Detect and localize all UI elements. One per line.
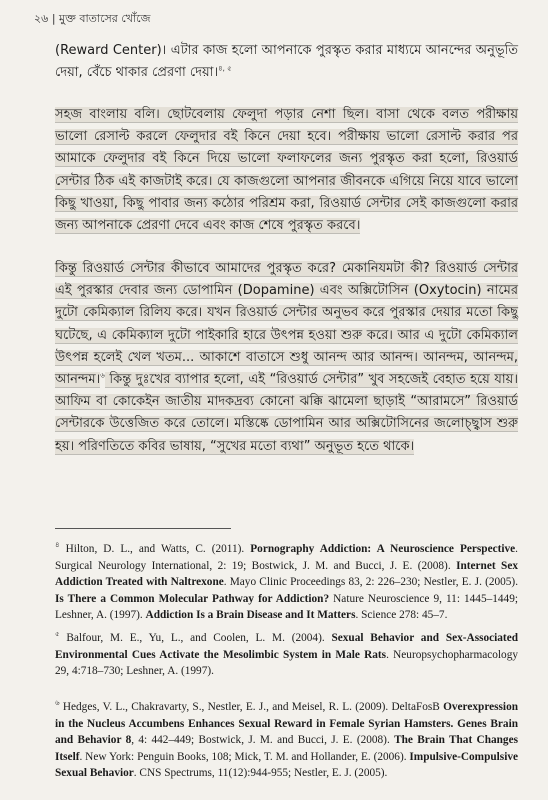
footnote-1-part: Is There a Common Molecular Pathway for Addiction? <box>55 592 330 605</box>
footnote-3-part: , 4: 442–449; Bostwick, J. M. and Bucci, J. E. (2008). <box>131 734 395 747</box>
footnote-3-marker: ৬ <box>55 699 60 708</box>
footnote-divider <box>55 528 231 529</box>
footnote-2-part: . Neuropsychopharmacology 29, 4:718–730; Leshner, A. (1997). <box>55 648 518 678</box>
paragraph-3-text-b: কিন্তু দুঃখের ব্যাপার হলো, এই “রিওয়ার্ড সেন্টার” খুব সহজেই বেহাত হয়ে যায়। আফিম বা কোকেইন জাতীয় মাদকদ্রব্য কোনো ঝক্কি ঝামেলা ছাড়াই “আরামসে” রিওয়ার্ড সেন্টারকে উত্তেজিত করে তোলে। মস্তিষ্কে ডোপামিন আর অক্সিটোসিনের জলোচ্ছ্বাস শুরু হয়। পরিণতিতে কবির ভাষায়, “সুখের মতো ব্যথা” অনুভূত হতে থাকে। <box>55 372 518 454</box>
running-header <box>34 10 518 29</box>
footnote-1-part: Hilton, D. L., and Watts, C. (2011). <box>65 543 251 555</box>
footnote-2-marker: ৫ <box>55 630 60 639</box>
paragraph-3 <box>55 258 518 458</box>
footnote-1-part: Pornography Addiction: A Neuroscience Perspective <box>250 543 516 555</box>
footnote-1-marker: ৪ <box>55 541 60 550</box>
footnote-1 <box>55 541 518 624</box>
footnote-2-part: Sexual Behavior and Sex-Associated Environmental Cues Activate the Mesolimbic System in Male Rats <box>55 632 518 661</box>
paragraph-3-text-a: কিন্তু রিওয়ার্ড সেন্টার কীভাবে আমাদের পুরস্কৃত করে? মেকানিযমটা কী? রিওয়ার্ড সেন্টার এই পুরস্কার দেবার জন্য ডোপামিন (Dopamine) এবং অক্সিটোসিন (Oxytocin) নামের দুটো কেমিক্যাল রিলিয করে। যখন রিওয়ার্ড সেন্টার অনুভব করে পুরস্কার দেয়ার মতো কিছু ঘটেছে, এ কেমিক্যাল দুটো পাইকারি হারে উৎপন্ন হওয়া শুরু করে। আর এ দুটো কেমিক্যাল উৎপন্ন হলেই খেল খতম... আকাশে বাতাসে শুধু আনন্দ আর আনন্দ। আনন্দম, আনন্দম, আনন্দম। <box>55 261 518 388</box>
footnote-1-part: Nature Neuroscience 9, 11: 1445–1449; Leshner, A. (1997). <box>55 592 518 622</box>
header-separator: | <box>51 12 56 25</box>
footnote-1-part: . Mayo Clinic Proceedings 83, 2: 226–230; Nestler, E. J. (2005). <box>223 576 519 589</box>
page-number: ২৬ <box>34 12 49 25</box>
footnote-3-part: . New York: Penguin Books, 108; Mick, T. M. and Hollander, E. (2006). <box>79 750 410 763</box>
footnote-3 <box>55 699 518 782</box>
footnote-3-part: . CNS Spectrums, 11(12):944-955; Nestler, E. J. (2005). <box>133 767 388 780</box>
paragraph-2-text: সহজ বাংলায় বলি। ছোটবেলায় ফেলুদা পড়ার নেশা ছিল। বাসা থেকে বলত পরীক্ষায় ভালো রেসাল্ট করলে ফেলুদার বই কিনে দেয়া হবে। পরীক্ষায় ভালো রেসাল্ট করার পর আমাকে ফেলুদার বই কিনে দিয়ে ভালো ফলাফলের জন্য পুরস্কৃত করা হলো, রিওয়ার্ড সেন্টার ঠিক এই কাজটাই করে। যে কাজগুলো আপনার জীবনকে এগিয়ে নিয়ে যাবে ভালো কিছু খাওয়া, কিছু পাবার জন্য কঠোর পরিশ্রম করা, রিওয়ার্ড সেন্টার সেই কাজগুলো করার জন্য আপনাকে প্রেরণা দেবে এবং কাজ শেষে পুরস্কৃত করবে। <box>55 107 518 234</box>
footnote-1-part: Internet Sex Addiction Treated with Naltrexone <box>55 559 518 589</box>
book-title: মুক্ত বাতাসের খোঁজে <box>59 12 151 25</box>
footnote-3-part: The Brain That Changes Itself <box>55 734 518 763</box>
paragraph-2 <box>55 104 518 237</box>
footnote-3-part: Hedges, V. L., Chakravarty, S., Nestler, E. J., and Meisel, R. L. (2009). DeltaFosB <box>62 701 444 713</box>
footnote-3-part: Overexpression in the Nucleus Accumbens Enhances Sexual Reward in Female Syrian Hamsters. Genes Brain and Behavior 8 <box>55 701 519 747</box>
footnote-2 <box>55 630 518 680</box>
footnote-3-part: Impulsive-Compulsive Sexual Behavior <box>55 750 518 780</box>
paragraph-1 <box>55 40 518 84</box>
paragraph-1-ref: ৪, ৫ <box>218 64 232 73</box>
paragraph-1-text: (Reward Center)। এটার কাজ হলো আপনাকে পুরস্কৃত করার মাধ্যমে আনন্দের অনুভূতি দেয়া, বেঁচে থাকার প্রেরণা দেয়া। <box>55 43 518 81</box>
footnote-1-part: Addiction Is a Brain Disease and It Matters <box>145 609 356 622</box>
footnote-1-part: . Surgical Neurology International, 2: 19; Bostwick, J. M. and Bucci, J. E. (2008). <box>55 543 518 572</box>
paragraph-3-ref: ৬ <box>100 371 105 380</box>
footnote-1-part: . Science 278: 45–7. <box>355 609 448 622</box>
footnote-2-part: Balfour, M. E., Yu, L., and Coolen, L. M. (2004). <box>66 632 332 644</box>
